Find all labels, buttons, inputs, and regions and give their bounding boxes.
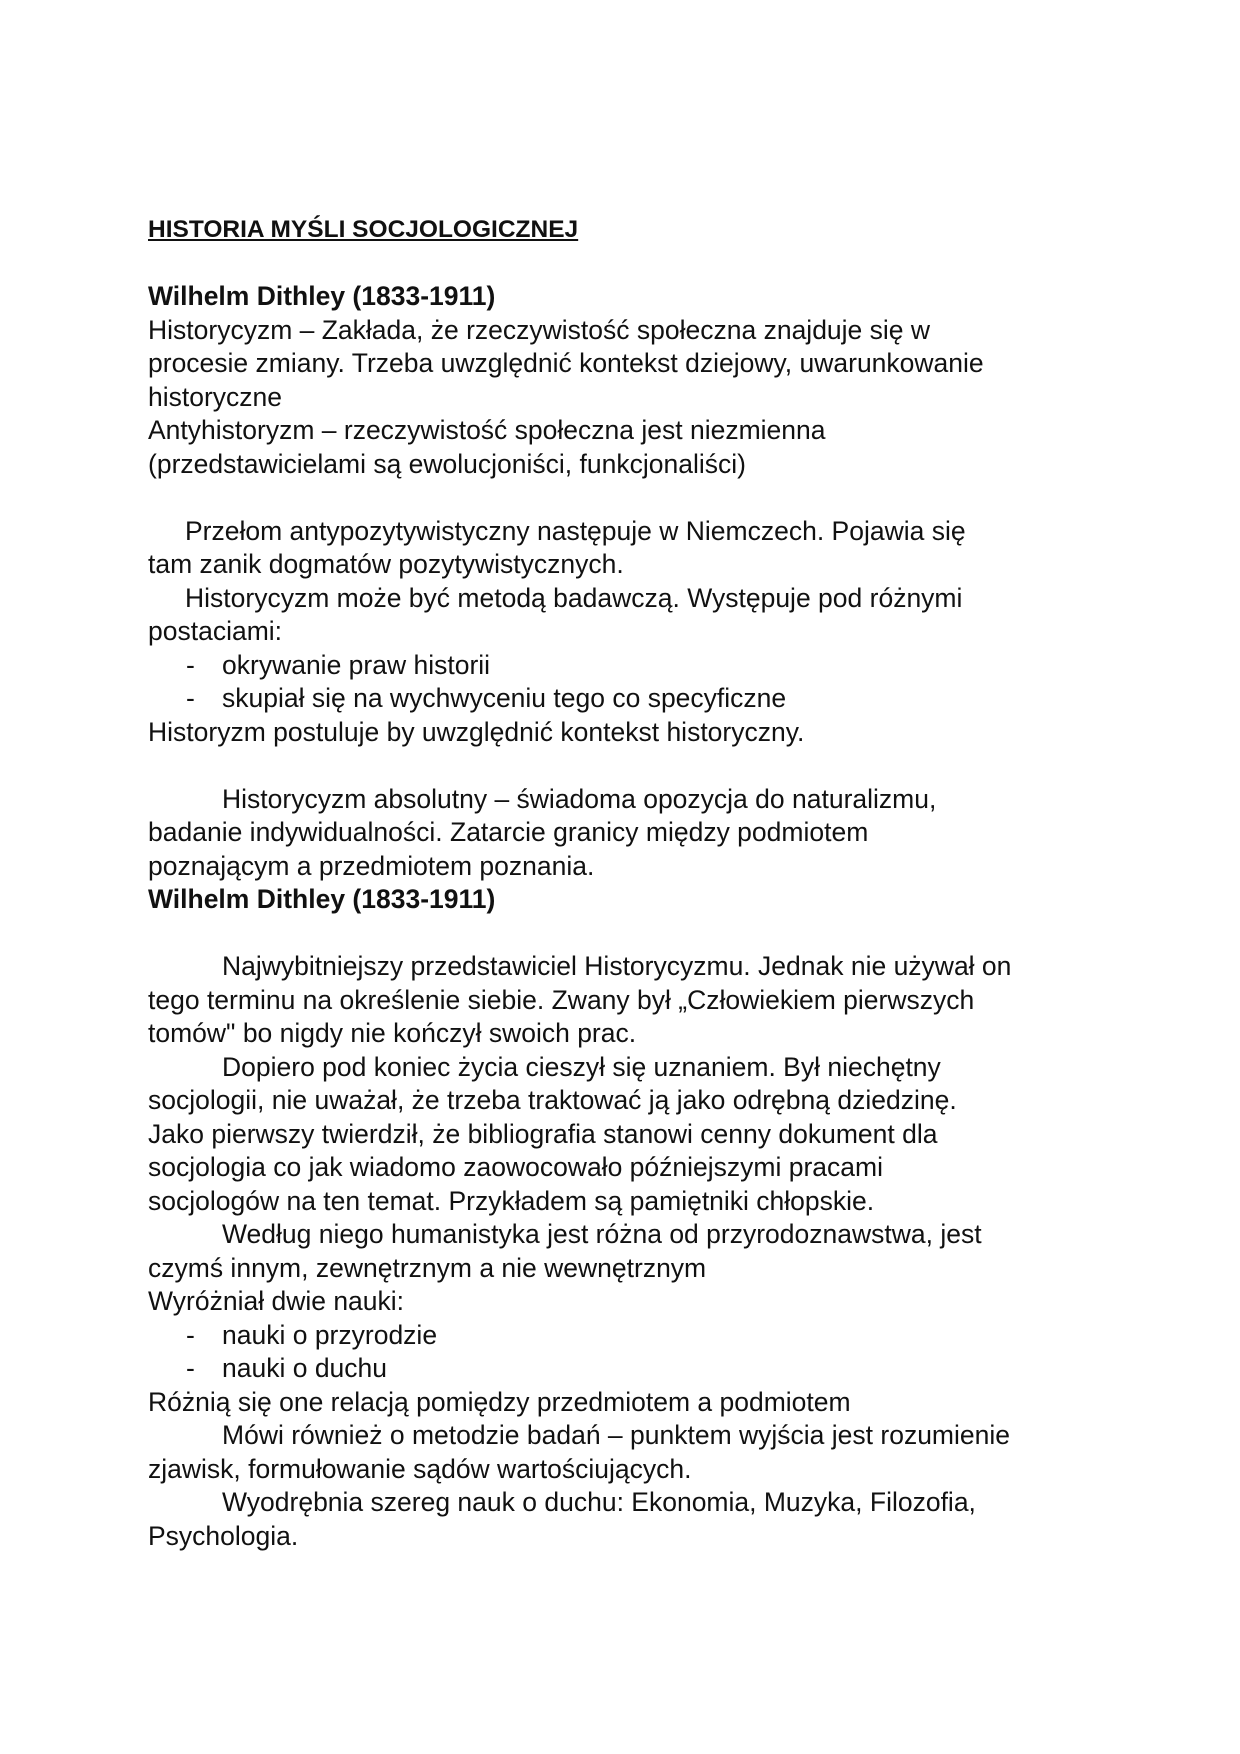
text-line: Mówi również o metodzie badań – punktem wyjścia jest rozumienie: [222, 1420, 1010, 1450]
list-item-text: okrywanie praw historii: [222, 649, 491, 680]
text-line: Różnią się one relacją pomiędzy przedmiotem a podmiotem: [148, 1386, 851, 1417]
text-line: zjawisk, formułowanie sądów wartościujących.: [148, 1453, 692, 1484]
text-line: Przełom antypozytywistyczny następuje w Niemczech. Pojawia się: [185, 515, 966, 546]
text-line: Historyzm postuluje by uwzględnić kontekst historyczny.: [148, 716, 805, 747]
bullet-dash: -: [186, 683, 195, 713]
bullet-dash: -: [186, 649, 195, 680]
list-item: [148, 1319, 1098, 1353]
text-line: Historycyzm – Zakłada, że rzeczywistość społeczna znajduje się w: [148, 314, 931, 345]
text-line: Dopiero pod koniec życia cieszył się uznaniem. Był niechętny: [222, 1051, 941, 1082]
text-line: Wyodrębnia szereg nauk o duchu: Ekonomia, Muzyka, Filozofia,: [222, 1487, 976, 1517]
text-line: (przedstawicielami są ewolucjoniści, funkcjonaliści): [148, 448, 746, 479]
text-line: Najwybitniejszy przedstawiciel Historycyzmu. Jednak nie używał on: [222, 951, 1012, 981]
text-line: Według niego humanistyka jest różna od przyrodoznawstwa, jest: [222, 1219, 982, 1249]
text-line: tego terminu na określenie siebie. Zwany był „Człowiekiem pierwszych: [148, 984, 975, 1015]
list-item-text: skupiał się na wychwyceniu tego co specyficzne: [222, 683, 787, 713]
text-line: czymś innym, zewnętrznym a nie wewnętrznym: [148, 1252, 707, 1283]
text-line: Psychologia.: [148, 1520, 299, 1551]
document-title: HISTORIA MYŚLI SOCJOLOGICZNEJ: [148, 216, 579, 243]
document-page: [148, 213, 1098, 1553]
text-line: Historycyzm może być metodą badawczą. Występuje pod różnymi: [185, 582, 963, 613]
blank-line: [148, 481, 1098, 515]
text-line: procesie zmiany. Trzeba uwzględnić kontekst dziejowy, uwarunkowanie: [148, 348, 984, 378]
blank-line: [148, 247, 1098, 281]
section-heading: Wilhelm Dithley (1833-1911): [148, 281, 496, 311]
text-line: Historycyzm absolutny – świadoma opozycja do naturalizmu,: [222, 783, 937, 814]
list-item: [148, 1352, 1098, 1386]
text-line: socjologii, nie uważał, że trzeba traktować ją jako odrębną dziedzinę.: [148, 1085, 957, 1115]
text-line: Wyróżniał dwie nauki:: [148, 1286, 405, 1316]
text-line: historyczne: [148, 381, 283, 412]
text-line: tomów" bo nigdy nie kończył swoich prac.: [148, 1018, 637, 1048]
text-line: tam zanik dogmatów pozytywistycznych.: [148, 549, 624, 579]
text-line: badanie indywidualności. Zatarcie granicy między podmiotem: [148, 817, 869, 847]
list-item: [148, 682, 1098, 716]
text-line: socjologia co jak wiadomo zaowocowało późniejszymi pracami: [148, 1152, 883, 1182]
bullet-dash: -: [186, 1319, 195, 1350]
blank-line: [148, 917, 1098, 951]
text-line: postaciami:: [148, 616, 283, 646]
text-line: poznającym a przedmiotem poznania.: [148, 850, 595, 881]
text-line: socjologów na ten temat. Przykładem są pamiętniki chłopskie.: [148, 1185, 875, 1216]
list-item-text: nauki o duchu: [222, 1353, 388, 1383]
bullet-dash: -: [186, 1353, 195, 1383]
text-line: Jako pierwszy twierdził, że bibliografia stanowi cenny dokument dla: [148, 1118, 938, 1149]
blank-line: [148, 749, 1098, 783]
section-heading: Wilhelm Dithley (1833-1911): [148, 884, 496, 914]
text-line: Antyhistoryzm – rzeczywistość społeczna jest niezmienna: [148, 415, 826, 445]
list-item: [148, 649, 1098, 683]
list-item-text: nauki o przyrodzie: [222, 1319, 438, 1350]
